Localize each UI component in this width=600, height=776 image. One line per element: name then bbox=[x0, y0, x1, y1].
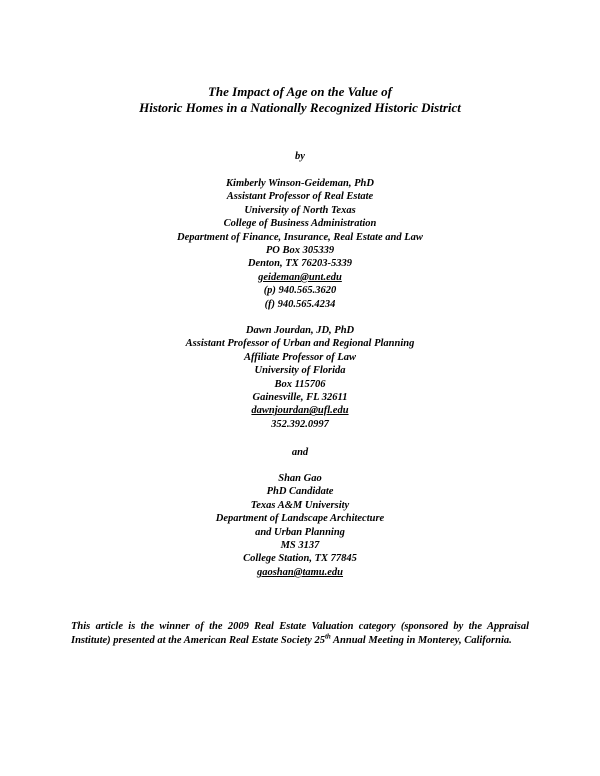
author3-email-link[interactable]: gaoshan@tamu.edu bbox=[256, 566, 344, 578]
author1-fax: (f) 940.565.4234 bbox=[264, 298, 336, 310]
author2-university: University of Florida bbox=[254, 365, 346, 377]
author2-name: Dawn Jourdan, JD, PhD bbox=[245, 325, 355, 336]
author2-box: Box 115706 bbox=[274, 378, 326, 390]
author2-phone: 352.392.0997 bbox=[271, 418, 329, 430]
author-block-3 bbox=[0, 472, 600, 579]
author-block-2 bbox=[0, 324, 600, 431]
author3-department: Department of Landscape Architecture bbox=[215, 513, 385, 525]
author1-name: Kimberly Winson-Geideman, PhD bbox=[226, 178, 374, 189]
award-note-superscript: th bbox=[324, 632, 331, 641]
title-line-1: The Impact of Age on the Value of bbox=[207, 84, 393, 99]
author2-email-link[interactable]: dawnjourdan@ufl.edu bbox=[251, 405, 349, 417]
author2-title: Assistant Professor of Urban and Regional Planning bbox=[185, 338, 415, 350]
author3-title: PhD Candidate bbox=[266, 486, 334, 498]
title-line-2: Historic Homes in a Nationally Recognized Historic District bbox=[139, 100, 461, 115]
award-note bbox=[71, 620, 529, 648]
author1-department: Department of Finance, Insurance, Real Estate and Law bbox=[177, 231, 423, 243]
paper-title bbox=[0, 84, 600, 116]
award-note-text: This article is the winner of the 2009 Real Estate Valuation category (sponsored by the Appraisal Institute) presented at the American Real Estate Society 25 bbox=[71, 621, 529, 646]
author2-affiliate: Affiliate Professor of Law bbox=[243, 351, 357, 363]
award-note-text-end: Annual Meeting in Monterey, California. bbox=[330, 635, 512, 646]
by-label: by bbox=[295, 151, 305, 162]
author1-university: University of North Texas bbox=[244, 204, 356, 216]
author1-po-box: PO Box 305339 bbox=[265, 245, 335, 257]
author1-city: Denton, TX 76203-5339 bbox=[247, 258, 353, 270]
author1-title: Assistant Professor of Real Estate bbox=[226, 191, 374, 203]
and-label: and bbox=[291, 447, 309, 458]
author3-ms: MS 3137 bbox=[280, 540, 320, 552]
author1-college: College of Business Administration bbox=[223, 218, 377, 230]
author2-city: Gainesville, FL 32611 bbox=[252, 392, 348, 404]
author-block-1 bbox=[0, 177, 600, 311]
author3-city: College Station, TX 77845 bbox=[243, 553, 357, 565]
author3-university: Texas A&M University bbox=[250, 499, 350, 511]
author1-email-link[interactable]: geideman@unt.edu bbox=[258, 271, 342, 283]
author3-name: Shan Gao bbox=[278, 473, 322, 484]
author3-department-cont: and Urban Planning bbox=[255, 526, 345, 538]
author1-phone: (p) 940.565.3620 bbox=[263, 285, 337, 297]
